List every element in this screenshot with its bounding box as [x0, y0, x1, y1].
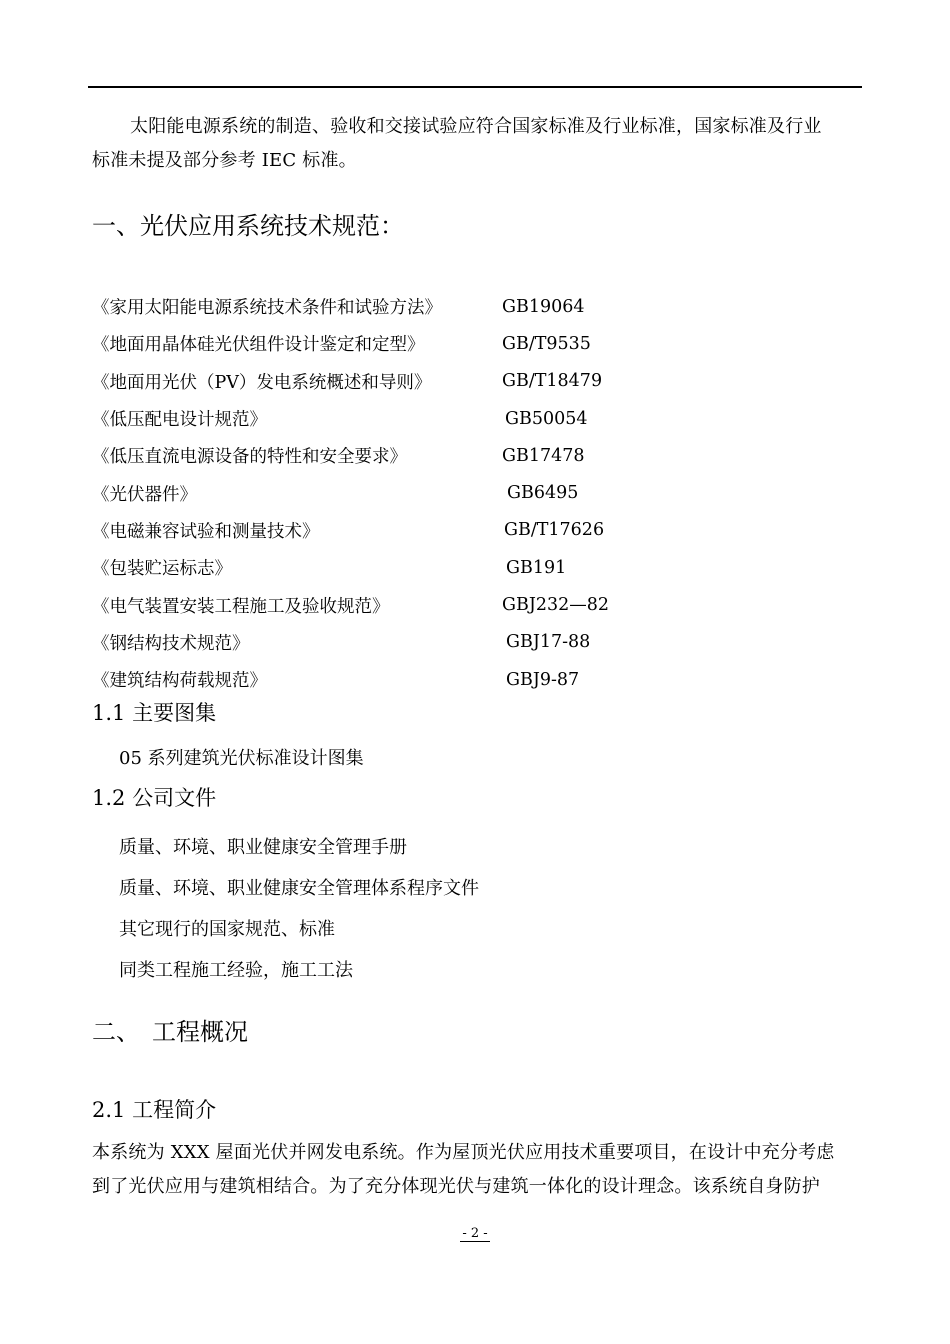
- intro-line-2: 标准未提及部分参考 IEC 标准。: [92, 150, 357, 171]
- standard-name: 《电磁兼容试验和测量技术》: [92, 521, 320, 542]
- standard-name: 《地面用光伏（PV）发电系统概述和导则》: [92, 372, 432, 393]
- standard-code: GBJ232—82: [502, 595, 610, 616]
- standard-row: [92, 586, 792, 623]
- standard-row: [92, 512, 792, 549]
- page-number: [0, 1226, 950, 1241]
- standard-code: GB/T17626: [504, 520, 605, 541]
- standard-name: 《建筑结构荷载规范》: [92, 671, 267, 692]
- standards-list: [92, 288, 792, 698]
- standard-row: [92, 549, 792, 586]
- project-intro-line-1: 本系统为 XXX 屋面光伏并网发电系统。作为屋顶光伏应用技术重要项目，在设计中充分考虑: [92, 1142, 835, 1163]
- standard-name: 《低压配电设计规范》: [92, 410, 267, 431]
- standard-code: GB50054: [505, 408, 588, 429]
- standard-name: 《家用太阳能电源系统技术条件和试验方法》: [92, 298, 442, 319]
- subsection-1-2-heading: 1.2 公司文件: [92, 786, 217, 810]
- intro-paragraph: [92, 110, 862, 178]
- page-number-text: - 2 -: [462, 1226, 488, 1241]
- list-item: 质量、环境、职业健康安全管理体系程序文件: [119, 877, 479, 899]
- standard-row: [92, 437, 792, 474]
- standard-name: 《电气装置安装工程施工及验收规范》: [92, 596, 390, 617]
- standard-name: 《低压直流电源设备的特性和安全要求》: [92, 447, 407, 468]
- standard-code: GB17478: [502, 445, 585, 466]
- standard-name: 《光伏器件》: [92, 484, 197, 505]
- standard-row: [92, 325, 792, 362]
- standard-row: [92, 661, 792, 698]
- standard-code: GB/T18479: [502, 371, 603, 392]
- list-item: 05 系列建筑光伏标准设计图集: [119, 747, 364, 769]
- standard-name: 《钢结构技术规范》: [92, 633, 250, 654]
- project-intro-line-2: 到了光伏应用与建筑相结合。为了充分体现光伏与建筑一体化的设计理念。该系统自身防护: [92, 1176, 820, 1197]
- standard-name: 《包装贮运标志》: [92, 559, 232, 580]
- standard-code: GB/T9535: [502, 333, 591, 354]
- standard-code: GB6495: [507, 483, 579, 504]
- section-1-heading: 一、光伏应用系统技术规范：: [92, 212, 404, 240]
- standard-row: [92, 288, 792, 325]
- standard-code: GB19064: [502, 296, 585, 317]
- standard-name: 《地面用晶体硅光伏组件设计鉴定和定型》: [92, 335, 425, 356]
- subsection-1-1-list: [119, 736, 364, 777]
- header-rule: [88, 86, 862, 88]
- intro-line-1: 太阳能电源系统的制造、验收和交接试验应符合国家标准及行业标准，国家标准及行业: [130, 116, 822, 137]
- standard-row: [92, 624, 792, 661]
- project-intro-paragraph: [92, 1136, 862, 1204]
- subsection-1-2-list: [119, 825, 479, 989]
- standard-code: GBJ17-88: [506, 632, 591, 653]
- list-item: 同类工程施工经验，施工工法: [119, 959, 353, 981]
- standard-code: GBJ9-87: [506, 669, 580, 690]
- standard-code: GB191: [506, 557, 567, 578]
- standard-row: [92, 363, 792, 400]
- subsection-2-1-heading: 2.1 工程简介: [92, 1098, 217, 1122]
- subsection-1-1-heading: 1.1 主要图集: [92, 701, 217, 725]
- section-2-heading: 二、 工程概况: [92, 1018, 248, 1046]
- standard-row: [92, 400, 792, 437]
- list-item: 质量、环境、职业健康安全管理手册: [119, 836, 407, 858]
- list-item: 其它现行的国家规范、标准: [119, 918, 335, 940]
- standard-row: [92, 474, 792, 511]
